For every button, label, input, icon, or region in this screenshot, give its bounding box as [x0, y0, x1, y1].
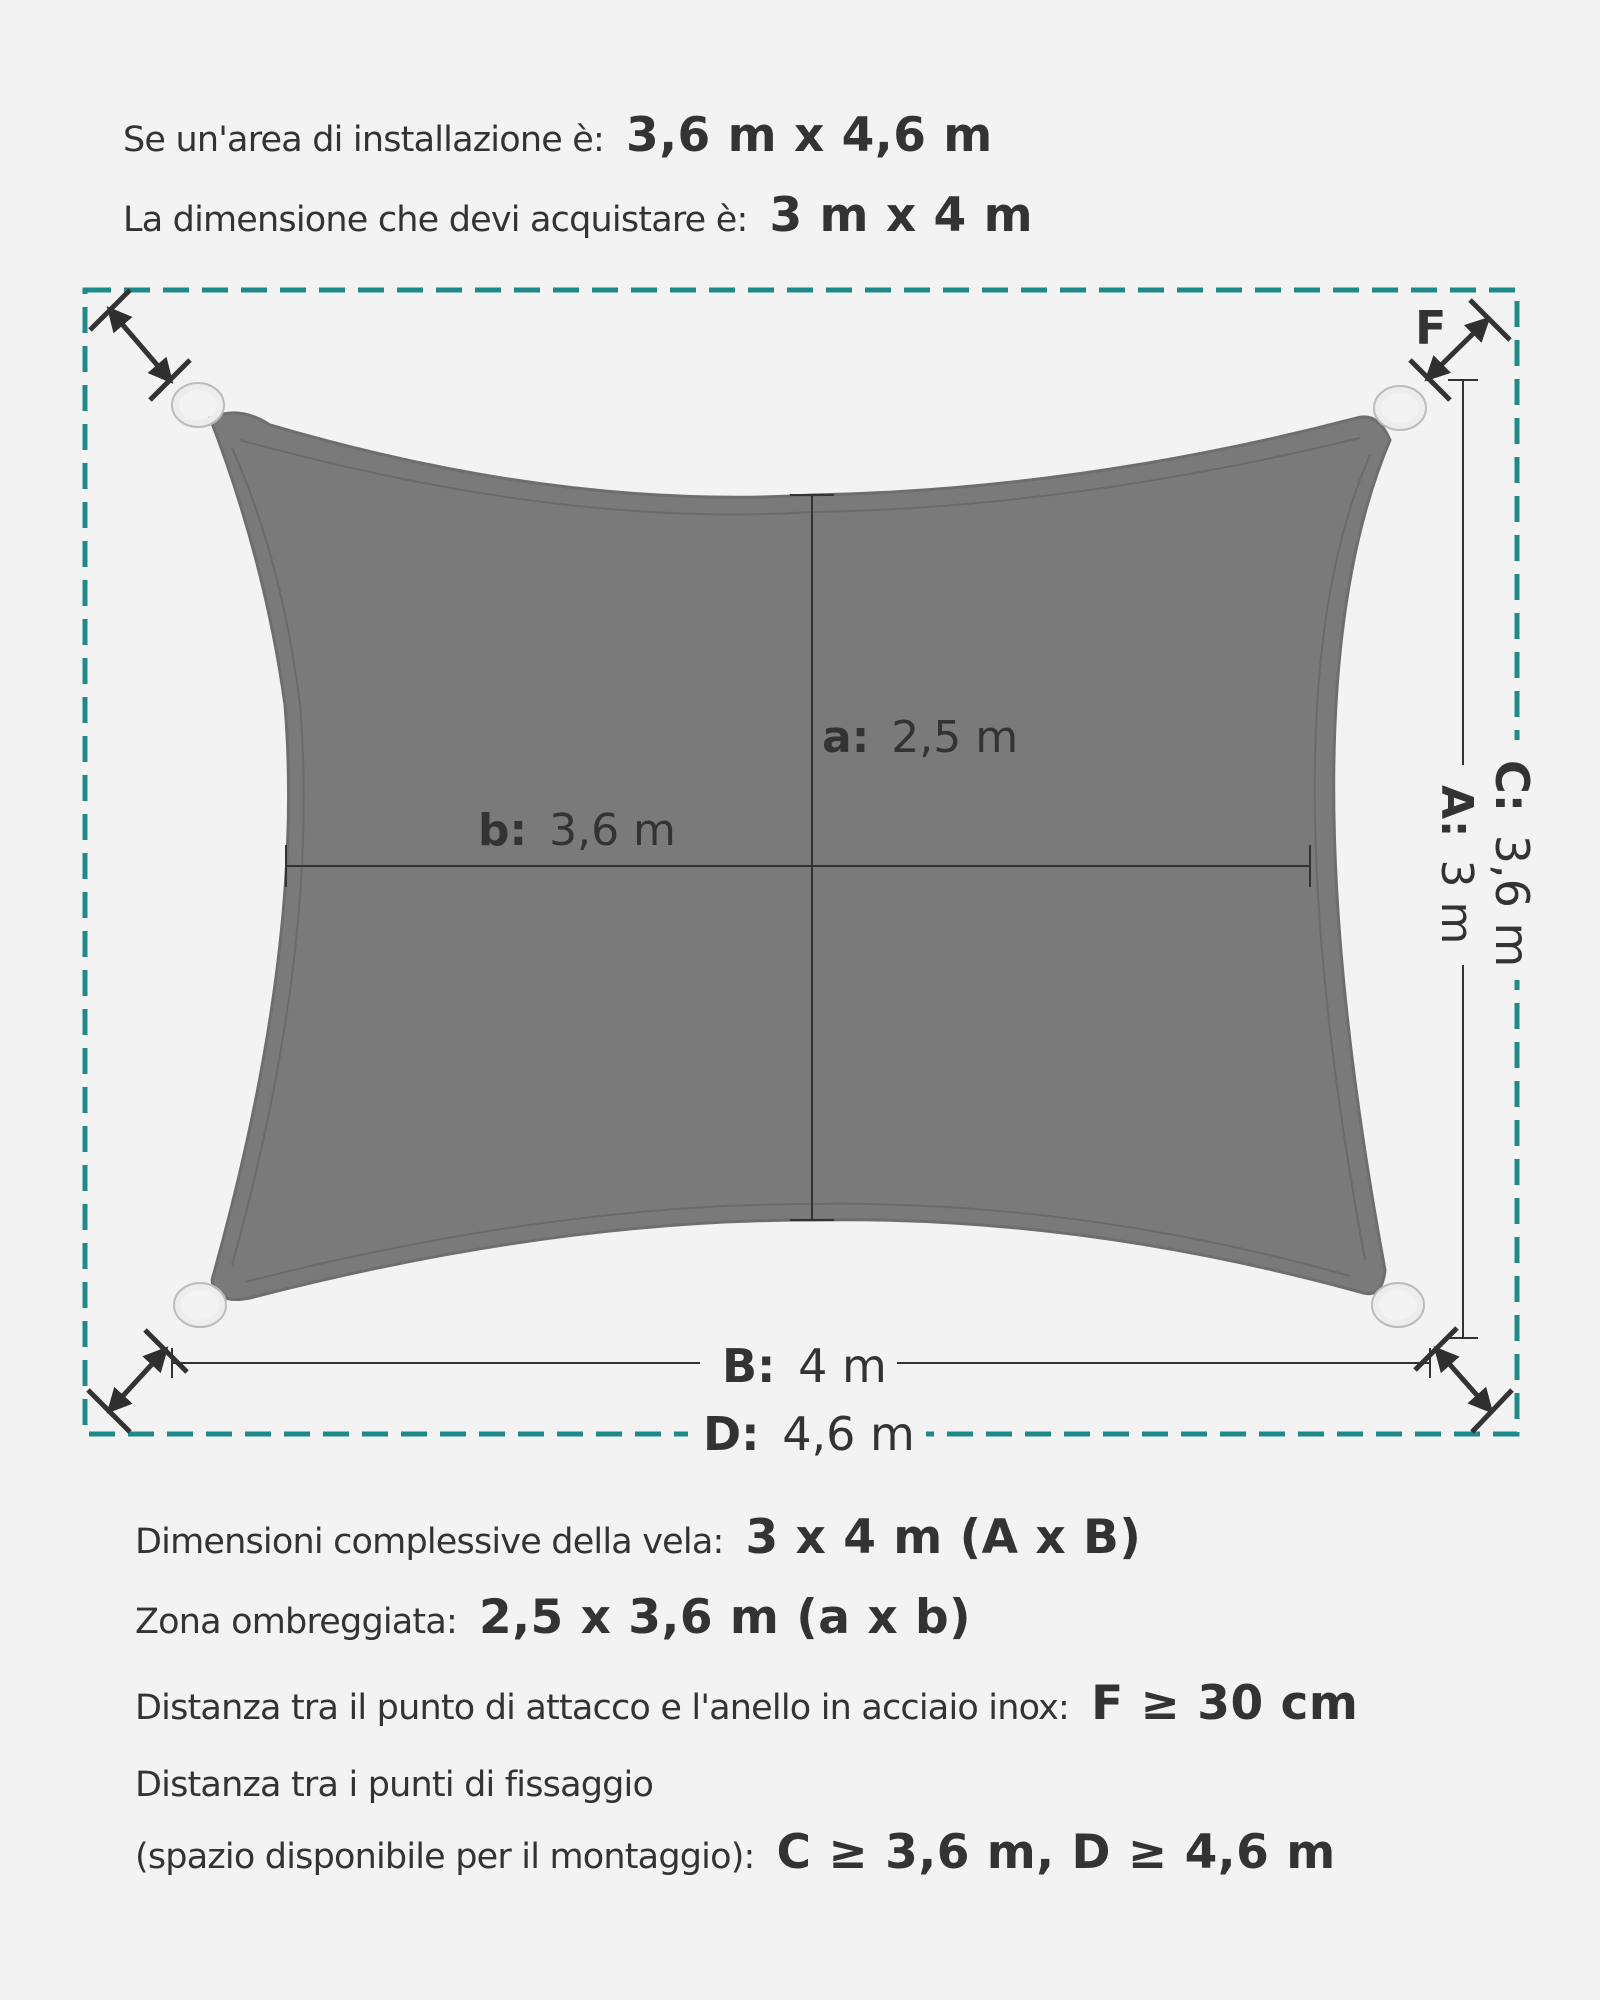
f-label: F — [1415, 301, 1447, 355]
shaded-area-value: 2,5 x 3,6 m (a x b) — [479, 1590, 972, 1645]
overall-size-value: 3 x 4 m (A x B) — [745, 1510, 1142, 1565]
shade-a-label: a: 2,5 m — [822, 712, 1019, 763]
fixing-distance-label-1: Distanza tra i punti di fissaggio — [135, 1765, 654, 1805]
purchase-size-value: 3 m x 4 m — [769, 188, 1034, 243]
side-d-label: D: 4,6 m — [703, 1407, 915, 1461]
shaded-area-line — [135, 1590, 971, 1645]
side-c-label: C: 3,6 m — [1485, 760, 1539, 968]
overall-size-line — [135, 1510, 1141, 1565]
purchase-size-label: La dimensione che devi acquistare è: — [123, 200, 748, 240]
shade-sail — [210, 413, 1390, 1300]
installation-area-label: Se un'area di installazione è: — [123, 120, 604, 160]
side-a-label: A: 3 m — [1431, 785, 1482, 945]
ring-top-right-icon — [1378, 390, 1422, 426]
installation-area-value: 3,6 m x 4,6 m — [626, 108, 993, 163]
fixing-distance-value: C ≥ 3,6 m, D ≥ 4,6 m — [776, 1825, 1336, 1880]
ring-distance-value: F ≥ 30 cm — [1091, 1676, 1359, 1731]
shade-b-label: b: 3,6 m — [478, 805, 676, 856]
fixing-distance-title-line — [135, 1765, 653, 1805]
ring-distance-label: Distanza tra il punto di attacco e l'anello in acciaio inox: — [135, 1688, 1070, 1728]
fixing-distance-label-2: (spazio disponibile per il montaggio): — [135, 1837, 755, 1877]
f-arrow-top-left — [110, 310, 170, 380]
shaded-area-label: Zona ombreggiata: — [135, 1602, 457, 1642]
f-arrow-bottom-right — [1437, 1350, 1490, 1410]
ring-distance-line — [135, 1676, 1358, 1731]
ring-bottom-left-icon — [178, 1287, 222, 1323]
side-b-label: B: 4 m — [722, 1339, 887, 1393]
fixing-distance-line — [135, 1825, 1336, 1880]
overall-size-label: Dimensioni complessive della vela: — [135, 1522, 724, 1562]
f-arrow-bottom-left — [110, 1350, 165, 1410]
ring-bottom-right-icon — [1376, 1287, 1420, 1323]
ring-top-left-icon — [176, 387, 220, 423]
